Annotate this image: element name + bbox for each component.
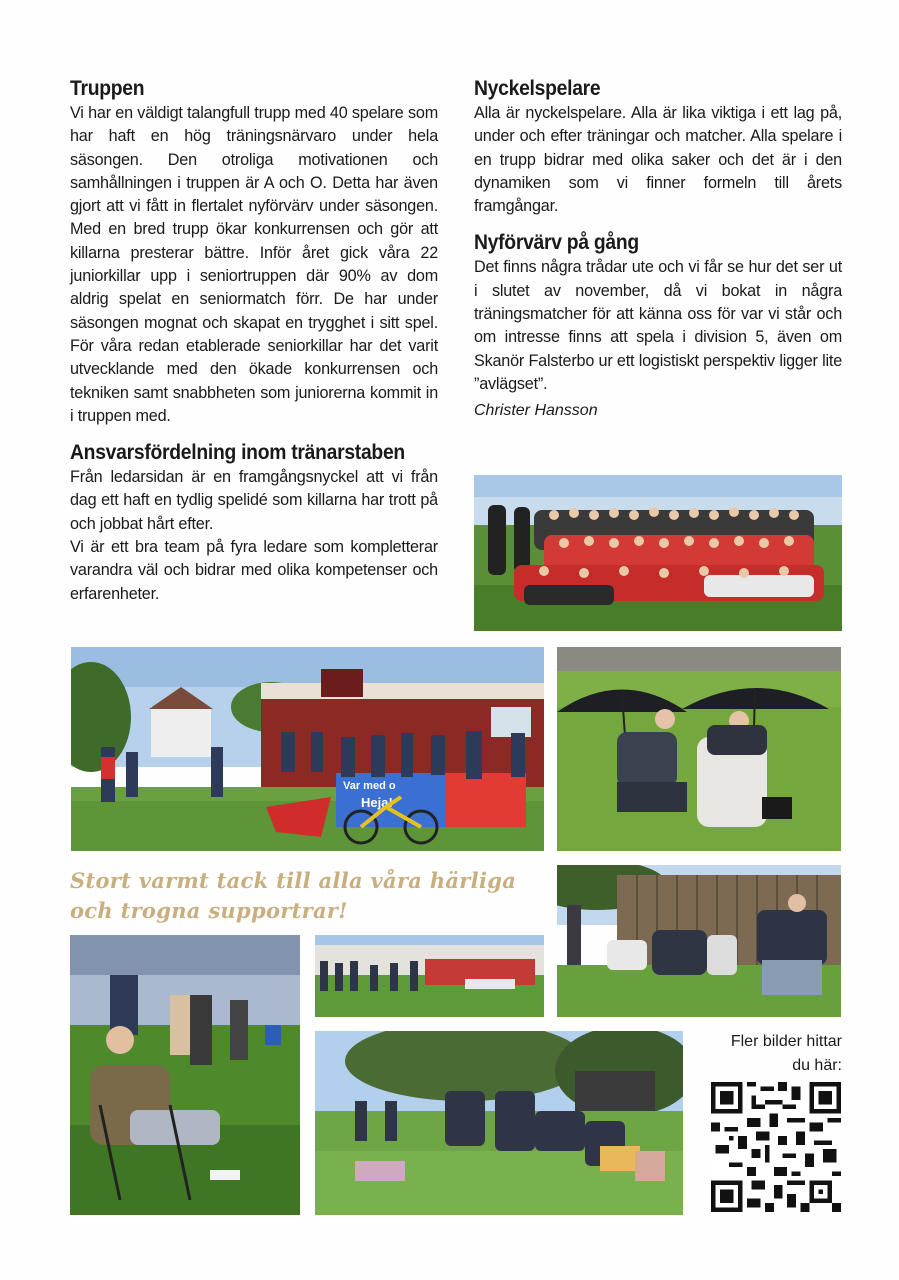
team-photo — [474, 475, 842, 631]
section-text-ansvar: Från ledarsidan är en framgångsnyckel att vi från dag ett haft en tydlig spelidé som killarna har trott på och jobbat hårt efter. — [70, 468, 438, 533]
clubhouse-photo — [71, 647, 544, 851]
left-column — [70, 76, 438, 606]
section-text-truppen: Vi har en väldigt talangfull trupp med 40 spelare som har haft en hög träningsnärvaro under hela säsongen. Den otroliga motivationen och samhållningen i truppen är A och O. Detta har även gjort att vi fått in flertalet nyförvärv under säsongen. Med en bred trupp ökar konkurrensen och gör att killarna presterar bättre. Inför året gick våra 22 juniorkillar upp i seniortruppen där 90% av dom aldrig spelat en seniormatch förr. De har under säsongen mognat och skapat en trygghet i sitt spel. För våra redan etablerade seniorkillar har det varit utvecklande med den ökade konkurrensen och tekniken samt snabbheten som juniorerna kommit in i truppen med. — [70, 104, 438, 425]
banner-text-line2: Heja! — [361, 795, 393, 810]
section-text-ansvar-2: Vi är ett bra team på fyra ledare som kompletterar varandra väl och bidrar med olika kompetenser och erfarenheter. — [70, 538, 438, 603]
hillside-spectators-photo — [315, 1031, 683, 1215]
section-heading-nyckelspelare: Nyckelspelare — [474, 77, 601, 100]
qr-caption-line1: Fler bilder hittar — [730, 1033, 842, 1050]
section-heading-nyforvarv: Nyförvärv på gång — [474, 231, 639, 255]
photo-gallery-qr-code[interactable] — [711, 1082, 841, 1212]
author-signature: Christer Hansson — [474, 402, 598, 420]
supporter-thanks: Stort varmt tack till alla våra härliga och trogna supportrar! — [70, 868, 517, 923]
crowd-clubhouse-photo — [315, 935, 544, 1017]
qr-caption — [700, 1030, 842, 1078]
right-column — [474, 76, 842, 422]
fence-supporters-photo — [557, 865, 841, 1017]
qr-caption-line2: du här: — [792, 1057, 842, 1074]
section-text-nyforvarv: Det finns några trådar ute och vi får se hur det ser ut i slutet av november, då vi bokat in några träningsmatcher för att känna oss för var vi står och om intresse finns att spela i division 5, även om Skanör Falsterbo ur ett logistiskt perspektiv ligger lite ”avlägset”. — [474, 258, 842, 393]
section-heading-ansvar: Ansvarsfördelning inom tränarstaben — [70, 441, 405, 465]
chair-supporter-photo — [70, 935, 300, 1215]
section-heading-truppen: Truppen — [70, 77, 145, 100]
umbrella-photo — [557, 647, 841, 851]
section-text-nyckelspelare: Alla är nyckelspelare. Alla är lika viktiga i ett lag på, under och efter träningar och matcher. Alla spelare i en trupp bidrar med olika saker och det är i den dynamiken som vi finner formeln till årets framgångar. — [474, 104, 842, 216]
banner-text-line1: Var med o — [343, 780, 396, 792]
